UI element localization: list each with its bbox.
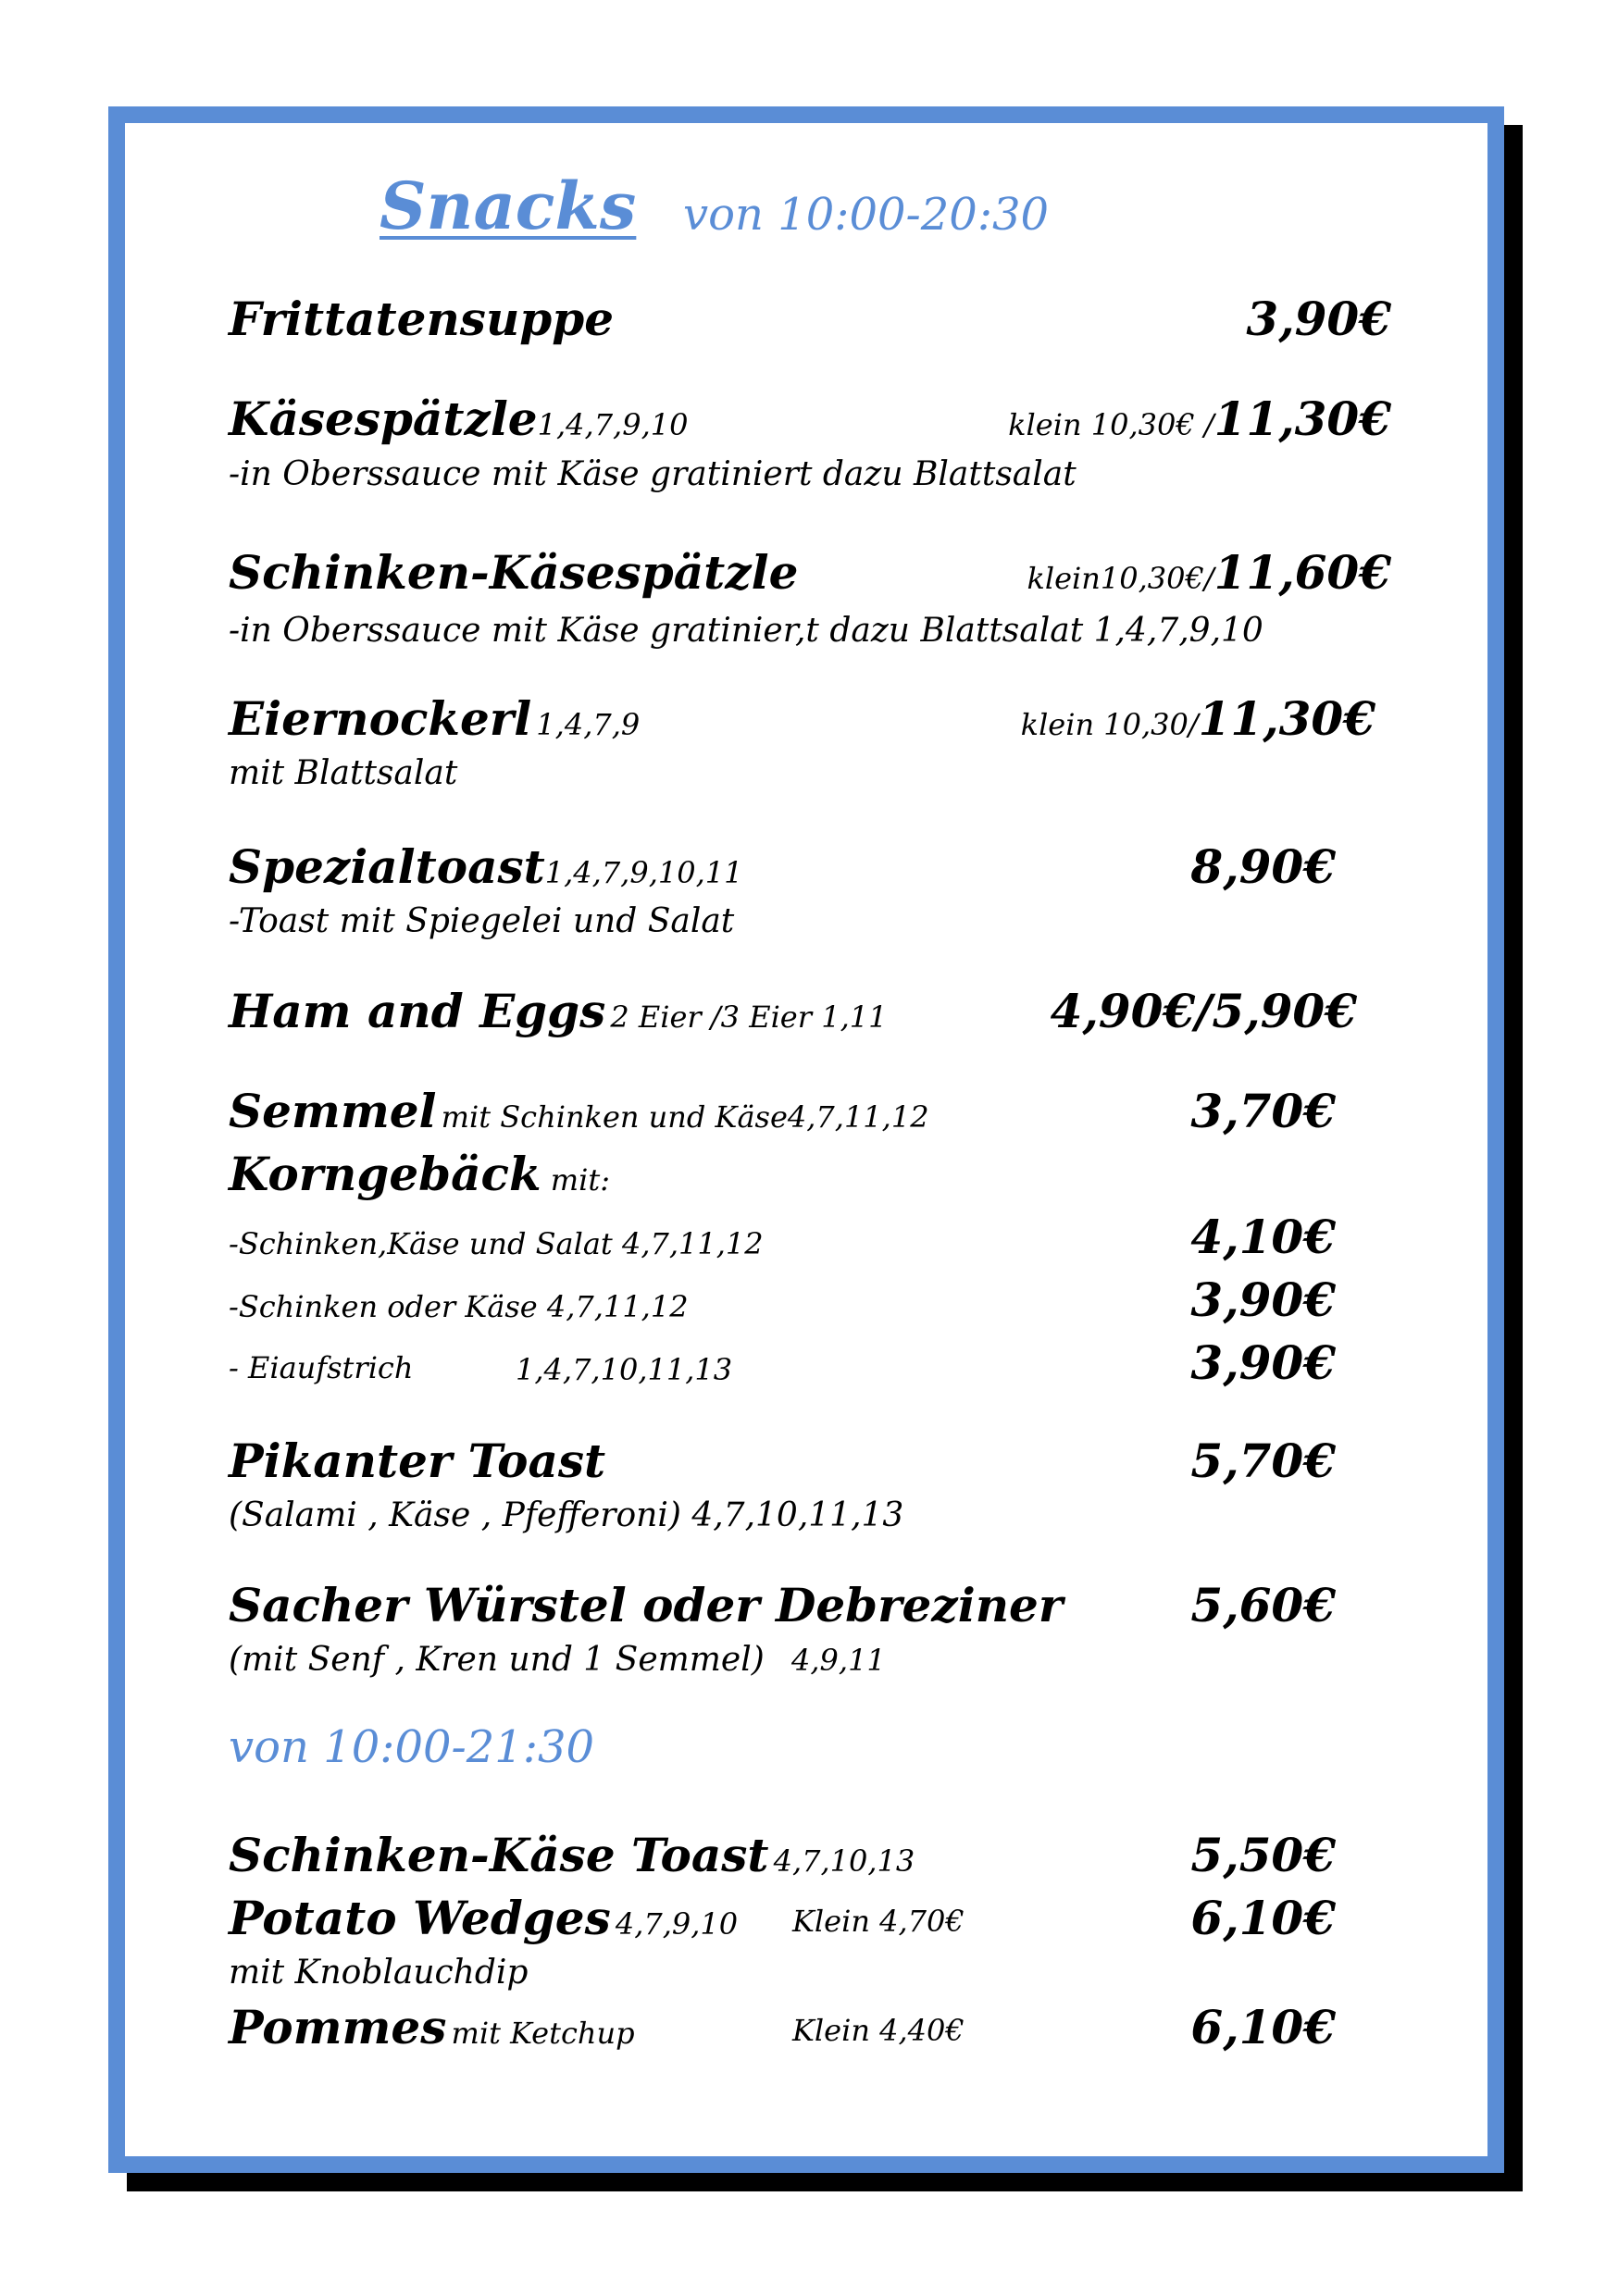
option-label: - Eiaufstrich [229, 1350, 414, 1385]
item-name: Semmel [229, 1084, 437, 1138]
price-group [1008, 391, 1391, 446]
list-item [229, 984, 888, 1038]
item-name: Korngebäck [229, 1147, 541, 1201]
allergen-codes: 4,9,11 [791, 1643, 886, 1678]
title-hours: von 10:00-20:30 [683, 189, 1050, 241]
item-description: (mit Senf , Kren und 1 Semmel) [229, 1641, 765, 1679]
item-name: Sacher Würstel oder Debreziner [229, 1578, 1064, 1632]
small-price: klein 10,30/ [1020, 707, 1199, 742]
item-price: 3,90€ [1190, 1272, 1336, 1327]
allergen-codes: 1,4,7,10,11,13 [516, 1352, 733, 1387]
page-title: Snacks [380, 168, 637, 244]
item-price: 6,10€ [1190, 2000, 1336, 2054]
item-description: -in Oberssauce mit Käse gratinier,t dazu Blattsalat 1,4,7,9,10 [229, 612, 1263, 650]
list-item [229, 1828, 915, 1882]
small-price: Klein 4,40€ [792, 2013, 965, 2048]
item-price: 4,90€/5,90€ [1050, 984, 1357, 1038]
list-item [229, 839, 743, 894]
item-description: mit Knoblauchdip [229, 1954, 529, 1992]
item-price: 4,10€ [1190, 1210, 1336, 1264]
allergen-codes: 2 Eier /3 Eier 1,11 [610, 999, 888, 1035]
item-price: 5,60€ [1190, 1578, 1336, 1632]
item-name: Käsespätzle [229, 391, 538, 446]
item-name: Eiernockerl [229, 691, 532, 746]
item-name: Schinken-Käse Toast [229, 1828, 769, 1882]
item-name: Pikanter Toast [229, 1433, 606, 1488]
option-label: -Schinken,Käse und Salat 4,7,11,12 [229, 1226, 764, 1261]
item-price: 5,50€ [1190, 1828, 1336, 1882]
price-group [1027, 545, 1391, 600]
item-name: Frittatensuppe [229, 292, 615, 346]
allergen-codes: mit Ketchup [451, 2016, 635, 2051]
item-description: -in Oberssauce mit Käse gratiniert dazu Blattsalat [229, 455, 1077, 493]
option-label: -Schinken oder Käse 4,7,11,12 [229, 1289, 689, 1324]
small-price: klein10,30€/ [1027, 561, 1214, 596]
item-note: mit: [550, 1162, 611, 1198]
list-item [229, 1891, 739, 1945]
list-item [229, 1147, 611, 1201]
list-item [229, 2000, 635, 2054]
item-price: 3,70€ [1190, 1084, 1336, 1138]
item-name: Potato Wedges [229, 1891, 611, 1945]
list-item [229, 391, 689, 446]
price-group [1020, 691, 1375, 746]
small-price: klein 10,30€ / [1008, 407, 1214, 442]
item-price: 6,10€ [1190, 1891, 1336, 1945]
item-name: Spezialtoast [229, 839, 545, 894]
item-price: 8,90€ [1190, 839, 1336, 894]
item-name: Ham and Eggs [229, 984, 606, 1038]
item-price: 11,30€ [1214, 391, 1391, 446]
list-item [229, 691, 641, 746]
list-item [229, 1084, 929, 1138]
item-price: 5,70€ [1190, 1433, 1336, 1488]
small-price: Klein 4,70€ [792, 1904, 965, 1939]
section-hours: von 10:00-21:30 [229, 1721, 595, 1773]
item-description: mit Blattsalat [229, 754, 458, 792]
allergen-codes: 1,4,7,9 [536, 707, 641, 742]
allergen-codes: 1,4,7,9,10 [537, 407, 689, 442]
item-description: (Salami , Käse , Pfefferoni) 4,7,10,11,13 [229, 1496, 904, 1534]
item-price: 11,30€ [1198, 691, 1375, 746]
item-price: 3,90€ [1190, 1335, 1336, 1390]
item-name: Schinken-Käsespätzle [229, 545, 799, 600]
item-price: 3,90€ [1246, 292, 1391, 346]
allergen-codes: 1,4,7,9,10,11 [544, 855, 743, 890]
allergen-codes: mit Schinken und Käse4,7,11,12 [441, 1099, 929, 1135]
item-name: Pommes [229, 2000, 447, 2054]
item-description: -Toast mit Spiegelei und Salat [229, 902, 735, 940]
item-price: 11,60€ [1214, 545, 1391, 600]
allergen-codes: 4,7,9,10 [615, 1906, 739, 1942]
allergen-codes: 4,7,10,13 [773, 1843, 915, 1879]
